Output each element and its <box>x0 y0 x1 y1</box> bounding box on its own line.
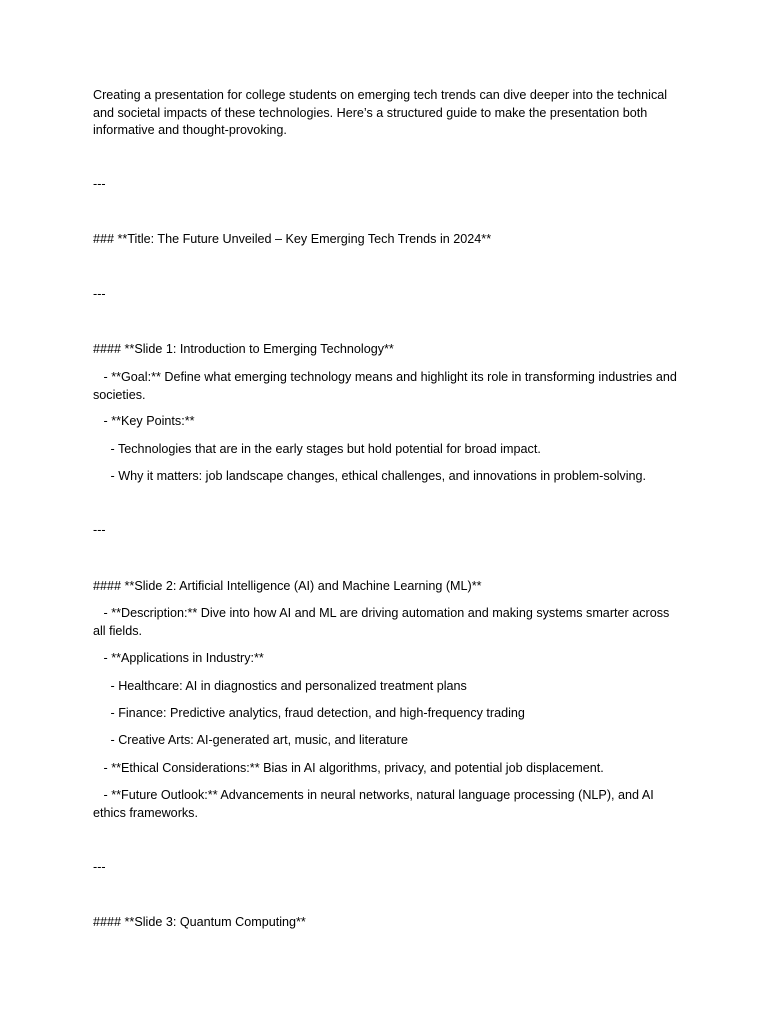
slide-heading: #### **Slide 2: Artificial Intelligence (AI) and Machine Learning (ML)** <box>93 579 482 593</box>
separator: --- <box>93 177 106 191</box>
separator: --- <box>93 287 106 301</box>
sub-bullet-item: - Healthcare: AI in diagnostics and personalized treatment plans <box>93 679 467 693</box>
bullet-item: - **Goal:** Define what emerging technology means and highlight its role in transforming industries and societies. <box>93 370 681 402</box>
sub-bullet-item: - Creative Arts: AI-generated art, music, and literature <box>93 733 408 747</box>
separator: --- <box>93 523 106 537</box>
bullet-item: - **Key Points:** <box>93 414 195 428</box>
slide-heading: #### **Slide 1: Introduction to Emerging Technology** <box>93 342 394 356</box>
document-title-heading: ### **Title: The Future Unveiled – Key Emerging Tech Trends in 2024** <box>93 232 492 246</box>
separator: --- <box>93 860 106 874</box>
bullet-item: - **Future Outlook:** Advancements in neural networks, natural language processing (NLP), and AI ethics frameworks. <box>93 788 658 820</box>
slide-heading: #### **Slide 3: Quantum Computing** <box>93 915 306 929</box>
bullet-item: - **Applications in Industry:** <box>93 651 264 665</box>
intro-paragraph: Creating a presentation for college students on emerging tech trends can dive deeper into the technical and societal impacts of these technologies. Here’s a structured guide to make the presentation both informative and thought-provoking. <box>93 88 671 138</box>
bullet-item: - **Ethical Considerations:** Bias in AI algorithms, privacy, and potential job displacement. <box>93 761 604 775</box>
sub-bullet-item: - Finance: Predictive analytics, fraud detection, and high-frequency trading <box>93 706 525 720</box>
sub-bullet-item: - Why it matters: job landscape changes, ethical challenges, and innovations in problem-solving. <box>93 469 647 483</box>
sub-bullet-item: - Technologies that are in the early stages but hold potential for broad impact. <box>93 442 541 456</box>
bullet-item: - **Description:** Dive into how AI and ML are driving automation and making systems smarter across all fields. <box>93 606 673 638</box>
